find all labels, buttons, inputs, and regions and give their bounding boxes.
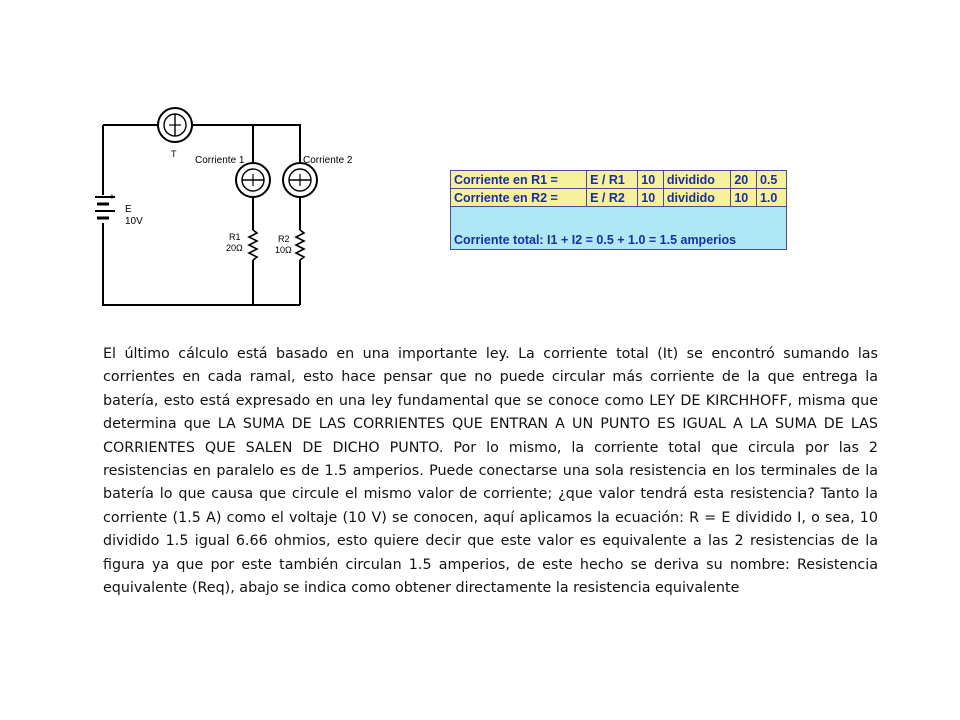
table-cell: Corriente en R1 = [451, 171, 587, 189]
meter-2-label: Corriente 2 [303, 155, 353, 166]
battery-value-label: 10V [125, 216, 143, 227]
resistor-r1-symbol [249, 230, 257, 260]
battery-name-label: E [125, 204, 132, 215]
body-paragraph: El último cálculo está basado en una importante ley. La corriente total (It) se encontró sumando las corrientes en cada ramal, esto hace pensar que no puede circular más corriente de la que entrega la batería, esto está expresado en una ley fundamental que se conoce como LEY DE KIRCHHOFF, misma que determina que LA SUMA DE LAS CORRIENTES QUE ENTRAN A UN PUNTO ES IGUAL A LA SUMA DE LAS CORRIENTES QUE SALEN DE DICHO PUNTO. Por lo mismo, la corriente total que circula por las 2 resistencias en paralelo es de 1.5 amperios. Puede conectarse una sola resistencia en los terminales de la batería lo que causa que circule el mismo valor de corriente; ¿que valor tendrá esta resistencia? Tanto la corriente (1.5 A) como el voltaje (10 V) se conocen, aquí aplicamos la ecuación: R = E dividido I, o sea, 10 dividido 1.5 igual 6.66 ohmios, esto quiere decir que este valor es equivalente a las 2 resistencias de la figura ya que por este también circulan 1.5 amperios, de este hecho se deriva su nombre: Resistencia equivalente (Req), abajo se indica como obtener directamente la resistencia equivalente [103, 346, 878, 597]
table-cell: 10 [731, 189, 757, 207]
ammeter-1-icon [236, 163, 270, 197]
table-cell: 10 [638, 189, 664, 207]
current-calculation-table [450, 170, 787, 250]
table-cell: dividido [663, 171, 730, 189]
table-cell: 20 [731, 171, 757, 189]
table-cell: Corriente en R2 = [451, 189, 587, 207]
r1-name-label: R1 [229, 232, 241, 242]
table-cell: E / R2 [587, 189, 638, 207]
battery-plus-label: + [109, 192, 115, 203]
circuit-diagram [95, 100, 375, 310]
r2-name-label: R2 [278, 234, 290, 244]
ammeter-2-icon [283, 163, 317, 197]
table-cell: 0.5 [756, 171, 786, 189]
table-row [451, 171, 787, 189]
table-cell: 10 [638, 171, 664, 189]
ammeter-total-icon [158, 108, 192, 142]
table-row [451, 207, 787, 250]
total-current-cell: Corriente total: I1 + I2 = 0.5 + 1.0 = 1.5 amperios [451, 207, 787, 250]
table-cell: E / R1 [587, 171, 638, 189]
meter-1-label: Corriente 1 [195, 155, 245, 166]
table-row [451, 189, 787, 207]
table-cell: 1.0 [756, 189, 786, 207]
r1-value-label: 20Ω [226, 243, 243, 253]
resistor-r2-symbol [296, 230, 304, 260]
r2-value-label: 10Ω [275, 245, 292, 255]
meter-total-label: T [171, 149, 177, 159]
table-cell: dividido [663, 189, 730, 207]
